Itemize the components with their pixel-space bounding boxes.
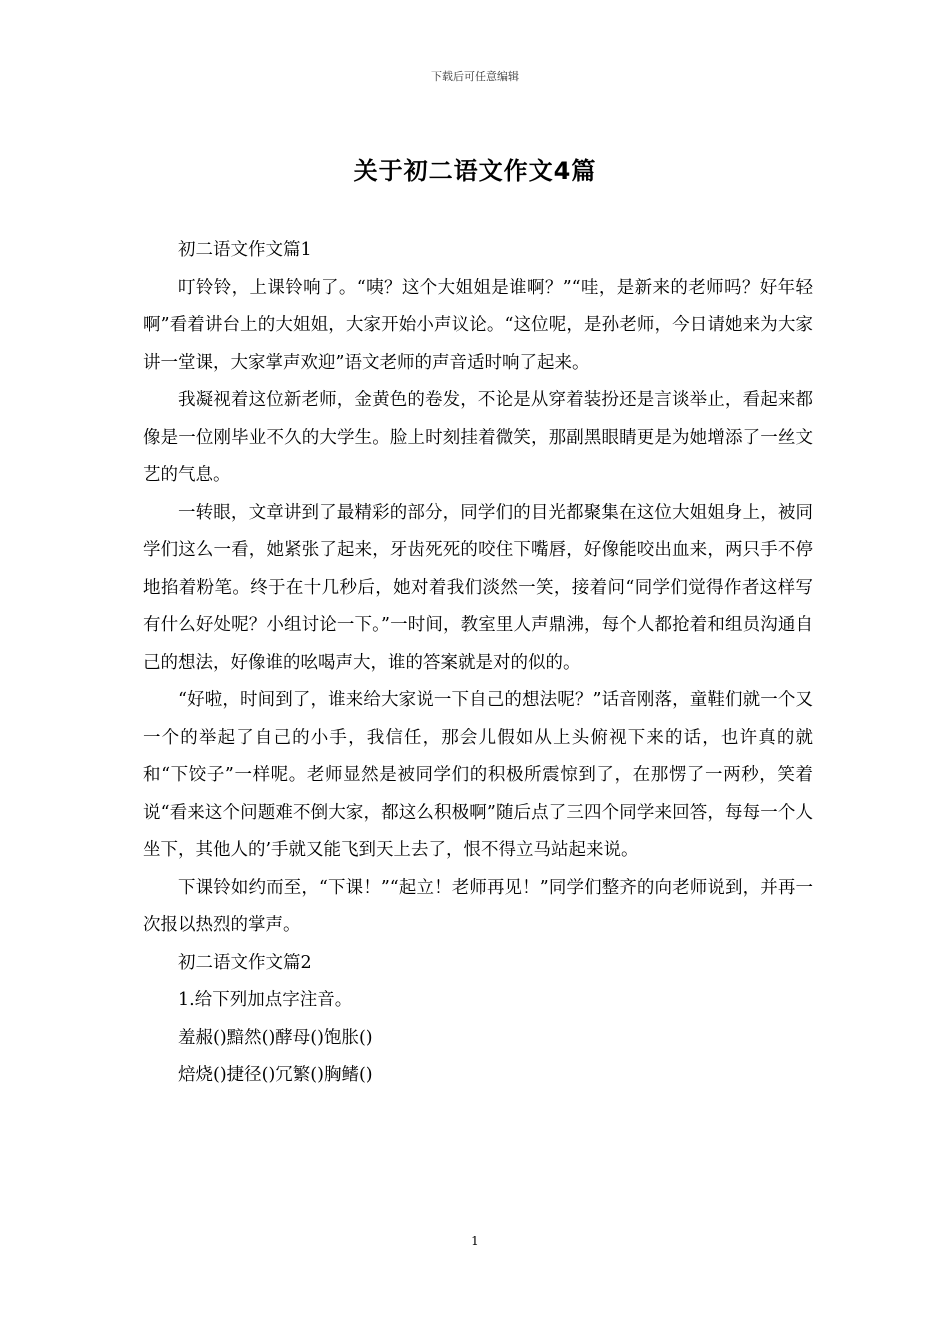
paragraph: 我凝视着这位新老师，金黄色的卷发，不论是从穿着装扮还是言谈举止，看起来都像是一位刚毕业不久的大学生。脸上时刻挂着微笑，那副黑眼睛更是为她增添了一丝文艺的气息。 <box>143 390 813 485</box>
exercise-line: 羞赧()黯然()酵母()饱胀() <box>178 1027 373 1048</box>
document-body <box>143 232 813 1095</box>
paragraph: “好啦，时间到了，谁来给大家说一下自己的想法呢？”话音刚落，童鞋们就一个又一个的举起了自己的小手，我信任，那会儿假如从上头俯视下来的话，也许真的就和“下饺子”一样呢。老师显然是被同学们的积极所震惊到了，在那愣了一两秒，笑着说“看来这个问题难不倒大家，都这么积极啊”随后点了三四个同学来回答，每每一个人坐下，其他人的’手就又能飞到天上去了，恨不得立马站起来说。 <box>143 690 813 860</box>
paragraph: 叮铃铃，上课铃响了。“咦？这个大姐姐是谁啊？”“哇，是新来的老师吗？好年轻啊”看着讲台上的大姐姐，大家开始小声议论。“这位呢，是孙老师，今日请她来为大家讲一堂课，大家掌声欢迎”语文老师的声音适时响了起来。 <box>143 277 813 373</box>
section-heading: 初二语文作文篇2 <box>178 952 312 973</box>
section-heading: 初二语文作文篇1 <box>178 240 312 260</box>
document-title: 关于初二语文作文4篇 <box>353 157 597 185</box>
paragraph: 一转眼，文章讲到了最精彩的部分，同学们的目光都聚集在这位大姐姐身上，被同学们这么一看，她紧张了起来，牙齿死死的咬住下嘴唇，好像能咬出血来，两只手不停地掐着粉笔。终于在十几秒后，她对着我们淡然一笑，接着问“同学们觉得作者这样写有什么好处呢？小组讨论一下。”一时间，教室里人声鼎沸，每个人都抢着和组员沟通自己的想法，好像谁的吆喝声大，谁的答案就是对的似的。 <box>143 502 813 673</box>
exercise-line: 焙烧()捷径()冗繁()胸鳍() <box>178 1065 373 1085</box>
paragraph: 下课铃如约而至，“下课！”“起立！老师再见！”同学们整齐的向老师说到，并再一次报以热烈的掌声。 <box>143 877 813 935</box>
page-number: 1 <box>471 1234 479 1248</box>
exercise-question: 1.给下列加点字注音。 <box>178 990 353 1010</box>
header-note: 下载后可任意编辑 <box>431 70 519 83</box>
